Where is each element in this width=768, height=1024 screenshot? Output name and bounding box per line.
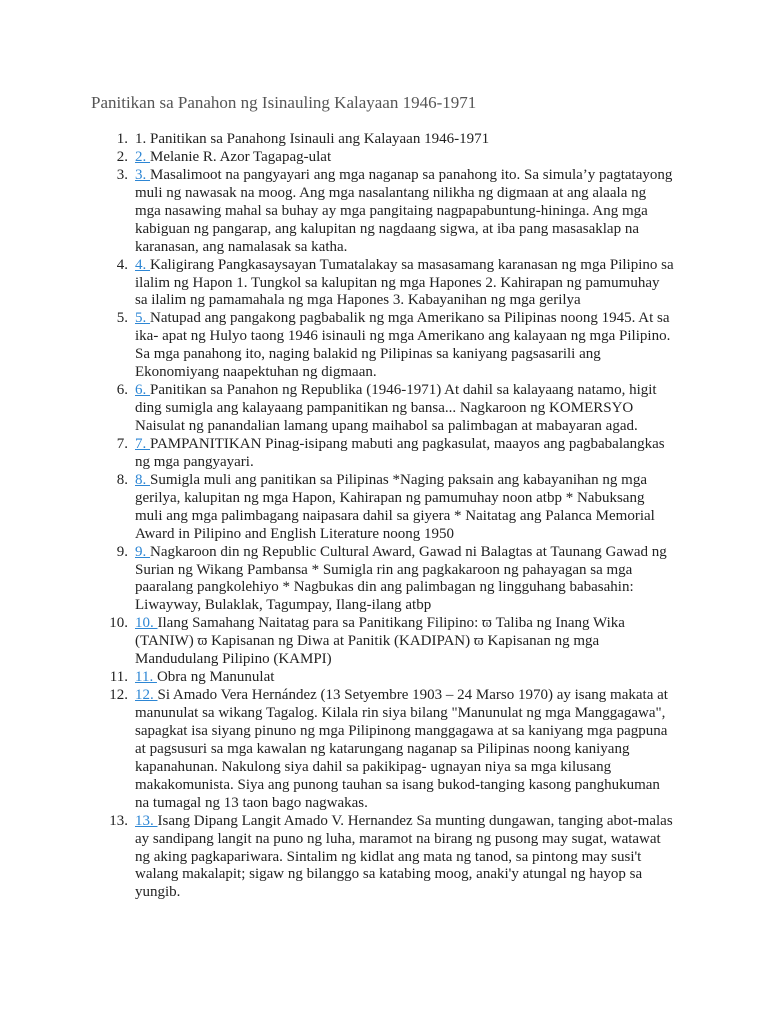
list-item-9 [116, 543, 675, 616]
item-10-text: Ilang Samahang Naitatag para sa Panitikang Filipino: ϖ Taliba ng Inang Wika (TANIW) ϖ Kapisanan ng Diwa at Panitik (KADIPAN) ϖ Kapisanan ng mga Mandudulang Pilipino (KAMPI) [135, 615, 625, 668]
item-9-link[interactable]: 9. [135, 543, 150, 560]
item-8-text: Sumigla muli ang panitikan sa Pilipinas *Naging paksain ang kabayanihan ng mga gerilya, kalupitan ng mga Hapon, Kahirapan ng pamumuhay noon atbp * Nabuksang muli ang mga palimbagang naipasara dahil sa giyera * Naitatag ang Palanca Memorial Award in Pilipino and English Literature noong 1950 [135, 471, 655, 542]
item-7-link[interactable]: 7. [135, 435, 150, 452]
item-3-text: Masalimoot na pangyayari ang mga naganap sa panahong ito. Sa simula’y pagtatayong muli ng nawasak na moog. Ang mga nasalantang nilikha ng digmaan at ang alaala ng mga nasawing mahal sa buhay ay mga pangitaing nagpapabuntung-hininga. Ang mga kabiguan ng pangarap, ang kalupitan ng nagdaang sigwa, at iba pang masasaklap na karanasan, ang namalasak sa katha. [135, 166, 673, 255]
list-item-4 [116, 256, 675, 311]
numbered-list [109, 131, 675, 902]
item-10-link[interactable]: 10. [135, 615, 158, 632]
item-11-text: Obra ng Manunulat [156, 669, 275, 686]
list-item-13 [109, 812, 675, 903]
item-5-link[interactable]: 5. [135, 310, 150, 327]
item-10-number: 10. [109, 615, 128, 632]
document-title: Panitikan sa Panahon ng Isinauling Kalayaan 1946-1971 [91, 93, 477, 112]
list-item-6 [116, 382, 675, 436]
item-2-number: 2. [116, 148, 128, 165]
item-6-number: 6. [116, 382, 128, 399]
item-4-link[interactable]: 4. [135, 256, 150, 273]
item-9-text: Nagkaroon din ng Republic Cultural Award, Gawad ni Balagtas at Taunang Gawad ng Surian ng Wikang Pambansa * Sumigla rin ang pagkakaroon ng pahayagan sa mga paaralang pangkolehiyo * Nagbukas din ang palimbagan ng lingguhang babasahin: Liwayway, Bulaklak, Tagumpay, Ilang-ilang atbp [135, 543, 667, 614]
list-item-11 [109, 669, 675, 687]
list-item-8 [116, 471, 675, 544]
item-13-text: Isang Dipang Langit Amado V. Hernandez Sa munting dungawan, tanging abot-malas ay sandipang langit na puno ng luha, maramot na birang ng pusong may sugat, watawat ng aking pagkapariwara. Sintalim ng kidlat ang mata ng tanod, sa pintong may susi't walang makalapit; sigaw ng bilanggo sa katabing moog, anaki'y atungal ng hayop sa yungib. [135, 812, 673, 901]
item-11-link[interactable]: 11. [135, 669, 157, 686]
item-8-link[interactable]: 8. [135, 471, 150, 488]
item-2-link[interactable]: 2. [135, 148, 150, 165]
item-5-text: Natupad ang pangakong pagbabalik ng mga Amerikano sa Pilipinas noong 1945. At sa ika- apat ng Hulyo taong 1946 isinauli ng mga Amerikano ang kalayaan ng mga Pilipino. Sa mga panahong ito, naging balakid ng Pilipinas sa kaniyang pagsasarili ang Ekonomiyang naapektuhan ng digmaan. [135, 310, 671, 381]
list-item-7 [116, 435, 675, 472]
item-11-number: 11. [109, 669, 128, 686]
item-5-number: 5. [116, 310, 128, 327]
list-item-12 [109, 687, 675, 813]
item-8-number: 8. [116, 471, 128, 488]
item-6-link[interactable]: 6. [135, 382, 150, 399]
item-3-number: 3. [116, 166, 128, 183]
item-1-number: 1. [116, 131, 128, 147]
item-7-number: 7. [116, 435, 128, 452]
list-item-10 [109, 615, 675, 669]
list-item-3 [116, 166, 675, 257]
list-item-5 [116, 310, 675, 382]
item-13-number: 13. [109, 812, 128, 829]
item-12-number: 12. [109, 687, 128, 704]
item-3-link[interactable]: 3. [135, 166, 150, 183]
item-4-text: Kaligirang Pangkasaysayan Tumatalakay sa masasamang karanasan ng mga Pilipino sa ilalim ng Hapon 1. Tungkol sa kalupitan ng mga Hapones 2. Kahirapan ng pamumuhay sa ilalim ng pamamahala ng mga Hapones 3. Kabayanihan ng mga gerilya [135, 256, 674, 309]
item-2-text: Melanie R. Azor Tagapag-ulat [150, 148, 332, 165]
item-7-text: PAMPANITIKAN Pinag-isipang mabuti ang pagkasulat, maayos ang pagbabalangkas ng mga pangyayari. [135, 435, 665, 470]
item-13-link[interactable]: 13. [135, 812, 158, 829]
item-1-text: 1. Panitikan sa Panahong Isinauli ang Kalayaan 1946-1971 [135, 131, 490, 147]
item-12-link[interactable]: 12. [135, 687, 158, 704]
list-item-1 [116, 131, 675, 149]
item-9-number: 9. [116, 543, 128, 560]
item-4-number: 4. [116, 256, 128, 273]
item-6-text: Panitikan sa Panahon ng Republika (1946-1971) At dahil sa kalayaang natamo, higit ding sumigla ang kalayaang pampanitikan ng bansa... Nagkaroon ng KOMERSYO Naisulat ng panandalian lamang upang maihabol sa palimbagan at mabayaran agad. [135, 382, 657, 434]
list-item-2 [116, 148, 675, 167]
item-12-text: Si Amado Vera Hernández (13 Setyembre 1903 – 24 Marso 1970) ay isang makata at manunulat sa wikang Tagalog. Kilala rin siya bilang "Manunulat ng mga Manggagawa", sapagkat isa siyang pinuno ng mga Pilipinong manggagawa at sa kaniyang mga pagpuna at pagsusuri sa mga kawalan ng katarungang naganap sa Pilipinas noong kaniyang kapanahunan. Nakulong siya dahil sa pakikipag- ugnayan niya sa mga kilusang makakomunista. Siya ang punong tauhan sa isang bukod-tanging kasong panghukuman na tumagal ng 13 taon bago nagwakas. [135, 687, 668, 811]
